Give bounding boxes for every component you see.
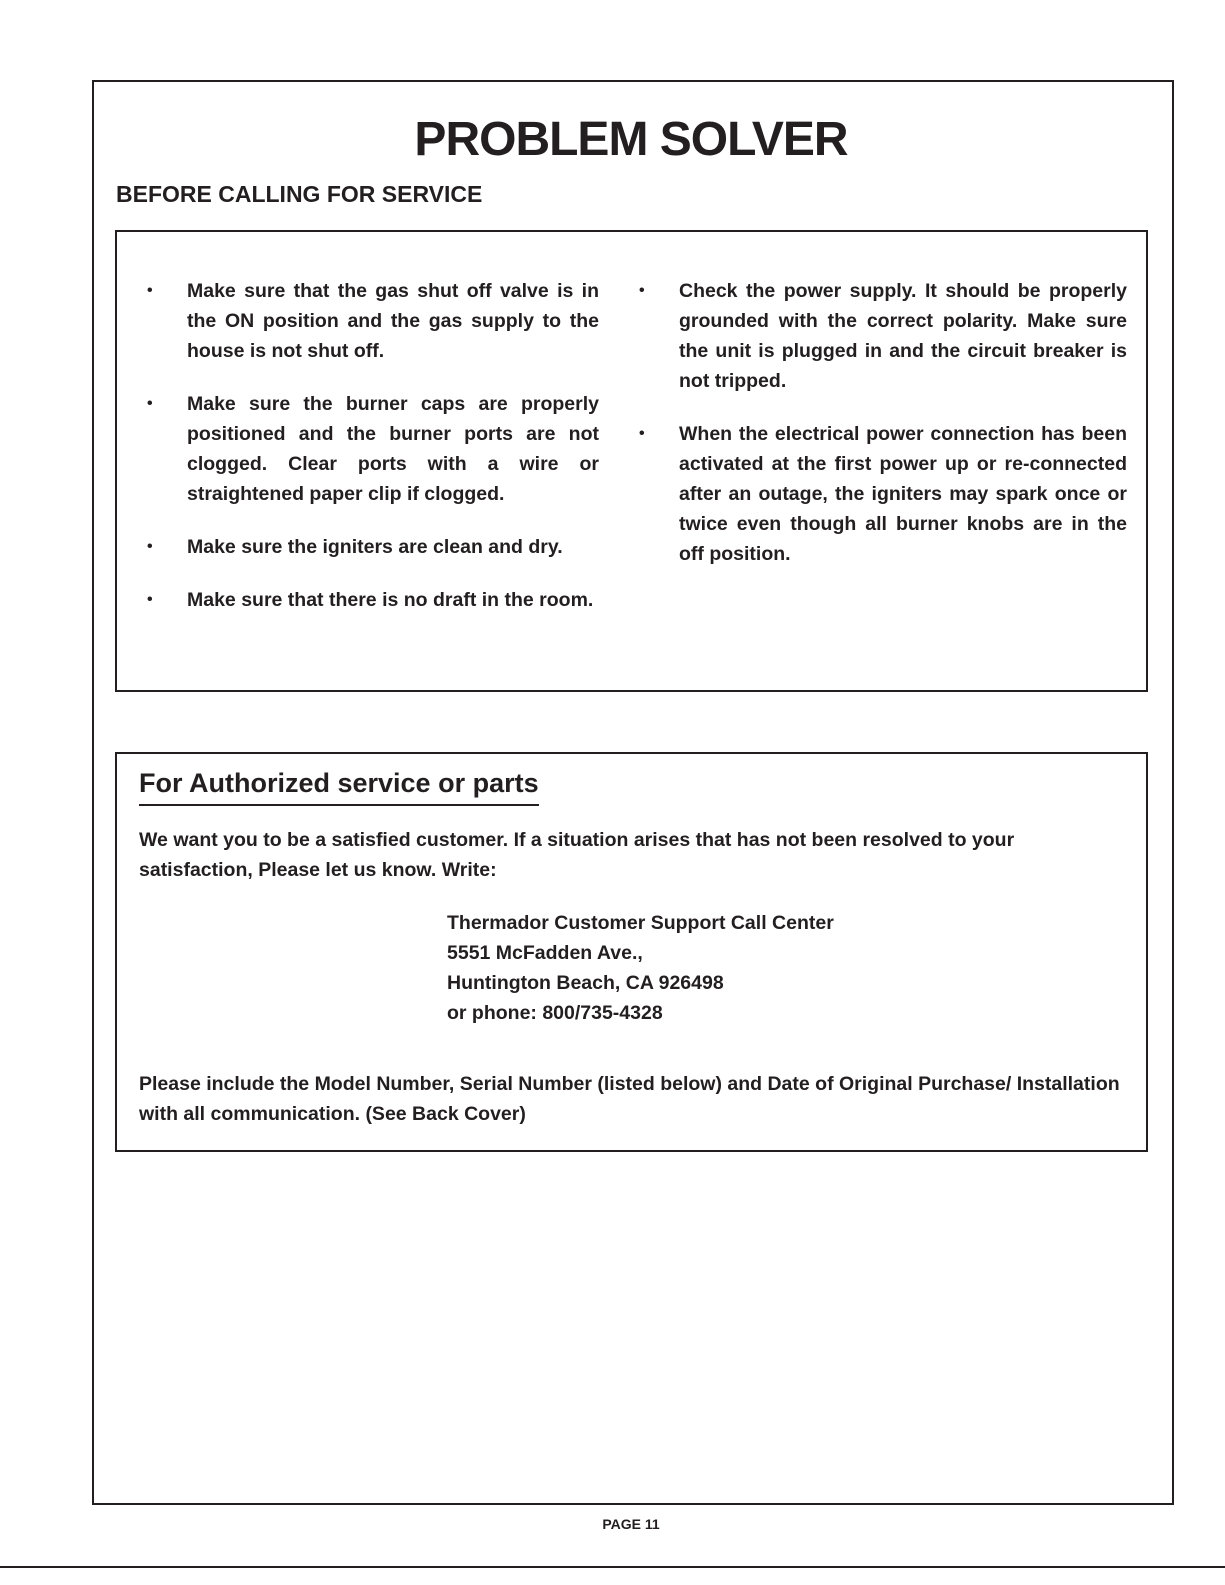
page-title: PROBLEM SOLVER (414, 113, 848, 166)
address-phone: or phone: 800/735-4328 (447, 1002, 663, 1024)
tip-power-supply (639, 276, 1127, 396)
tip-text: Make sure the igniters are clean and dry. (187, 536, 563, 558)
address-company: Thermador Customer Support Call Center (447, 912, 834, 934)
address-city: Huntington Beach, CA 926498 (447, 972, 724, 994)
tip-igniters-clean (147, 532, 599, 562)
tip-gas-valve (147, 276, 599, 366)
tip-text: Make sure the burner caps are properly positioned and the burner ports are not clogged. Clear ports with a wire or straightened paper clip if clogged. (187, 393, 599, 505)
tips-column-right (639, 276, 1127, 592)
page-number: PAGE 11 (602, 1516, 660, 1532)
bullet-icon: • (147, 282, 153, 299)
section-heading: BEFORE CALLING FOR SERVICE (116, 181, 483, 207)
bullet-icon: • (147, 538, 153, 555)
tip-text: Make sure that there is no draft in the room. (187, 589, 594, 611)
bullet-icon: • (147, 395, 153, 412)
address-street: 5551 McFadden Ave., (447, 942, 643, 964)
tip-text: Check the power supply. It should be properly grounded with the correct polarity. Make sure the unit is plugged in and the circuit breaker is not tripped. (679, 280, 1127, 392)
tip-igniter-spark (639, 419, 1127, 569)
bullet-icon: • (639, 425, 645, 442)
support-address (447, 908, 834, 1028)
authorized-service-box (115, 752, 1148, 1152)
tip-no-draft (147, 585, 599, 615)
tip-text: Make sure that the gas shut off valve is in the ON position and the gas supply to the house is not shut off. (187, 280, 599, 362)
tip-text: When the electrical power connection has been activated at the first power up or re-connected after an outage, the igniters may spark once or twice even though all burner knobs are in the off position. (679, 423, 1127, 565)
tip-burner-caps (147, 389, 599, 509)
service-intro: We want you to be a satisfied customer. If a situation arises that has not been resolved to your satisfaction, Please let us know. Write: (139, 829, 1015, 881)
service-footer-note: Please include the Model Number, Serial Number (listed below) and Date of Original Purchase/ Installation with all communication. (See Back Cover) (139, 1073, 1120, 1125)
service-title: For Authorized service or parts (139, 768, 539, 806)
bullet-icon: • (147, 591, 153, 608)
tips-column-left (147, 276, 599, 638)
troubleshooting-tips-box (115, 230, 1148, 692)
bottom-divider (0, 1566, 1225, 1568)
bullet-icon: • (639, 282, 645, 299)
